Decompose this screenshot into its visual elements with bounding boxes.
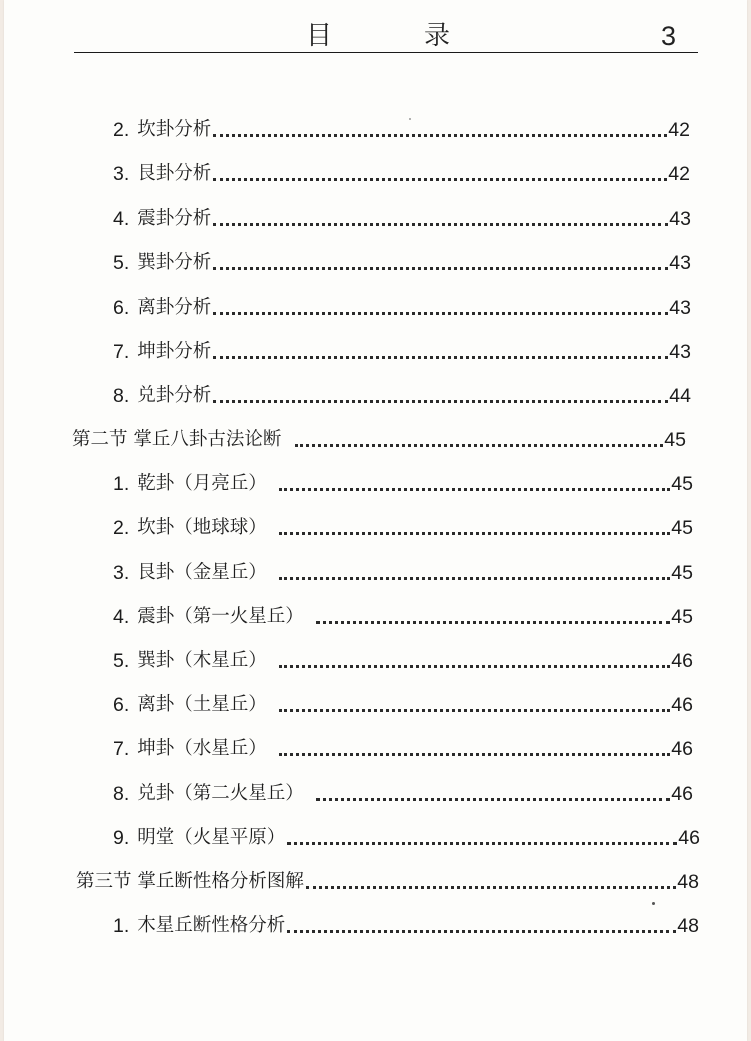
toc-entry bbox=[113, 647, 693, 673]
entry-title: 明堂（火星平原） bbox=[137, 827, 286, 848]
toc-entry bbox=[113, 824, 700, 850]
entry-number: 7. bbox=[113, 341, 130, 363]
entry-title: 巽卦（木星丘） bbox=[137, 650, 267, 671]
toc-entry bbox=[113, 382, 691, 408]
toc-entry bbox=[113, 912, 699, 938]
dot-leader bbox=[213, 400, 668, 403]
entry-number: 4. bbox=[113, 606, 130, 628]
header-title-char-2: 录 bbox=[424, 21, 451, 51]
header-page-number: 3 bbox=[660, 21, 676, 51]
toc-entry bbox=[113, 559, 693, 585]
dot-leader bbox=[279, 753, 671, 756]
entry-title: 乾卦（月亮丘） bbox=[137, 473, 267, 494]
toc-entry bbox=[113, 116, 690, 142]
entry-title: 兑卦分析 bbox=[137, 385, 212, 406]
dot-leader bbox=[279, 488, 671, 491]
dot-leader bbox=[287, 930, 676, 933]
entry-page: 42 bbox=[668, 119, 690, 141]
entry-number: 2. bbox=[113, 119, 130, 141]
entry-number: 5. bbox=[113, 650, 130, 672]
dot-leader bbox=[279, 665, 671, 668]
book-page bbox=[4, 0, 747, 1041]
entry-page: 45 bbox=[671, 473, 693, 495]
entry-page: 43 bbox=[669, 252, 691, 274]
dot-leader bbox=[306, 886, 676, 889]
entry-page: 42 bbox=[668, 163, 690, 185]
entry-number: 6. bbox=[113, 297, 130, 319]
entry-page: 46 bbox=[671, 738, 693, 760]
entry-number: 6. bbox=[113, 694, 130, 716]
entry-page: 43 bbox=[669, 208, 691, 230]
dot-leader bbox=[213, 178, 667, 181]
dot-leader bbox=[213, 267, 668, 270]
entry-page: 46 bbox=[671, 783, 693, 805]
toc-entry bbox=[113, 338, 691, 364]
dot-leader bbox=[316, 621, 671, 624]
toc-entry bbox=[113, 205, 691, 231]
header-title-char-1: 目 bbox=[306, 21, 333, 51]
entry-title: 离卦（土星丘） bbox=[137, 694, 267, 715]
toc-entry bbox=[113, 780, 693, 806]
dot-leader bbox=[213, 223, 668, 226]
entry-title: 坤卦分析 bbox=[137, 341, 212, 362]
toc-entry bbox=[113, 735, 693, 761]
entry-number: 9. bbox=[113, 827, 130, 849]
entry-number: 4. bbox=[113, 208, 130, 230]
entry-page: 45 bbox=[671, 517, 693, 539]
print-speck bbox=[652, 902, 655, 905]
page-header bbox=[74, 18, 698, 53]
dot-leader bbox=[279, 532, 671, 535]
entry-number: 3. bbox=[113, 562, 130, 584]
entry-title: 兑卦（第二火星丘） bbox=[137, 783, 304, 804]
entry-page: 45 bbox=[671, 562, 693, 584]
print-speck bbox=[409, 118, 411, 120]
entry-number: 3. bbox=[113, 163, 130, 185]
toc-section-heading bbox=[76, 868, 699, 894]
entry-title: 艮卦分析 bbox=[137, 163, 212, 184]
dot-leader bbox=[279, 577, 671, 580]
toc-entry bbox=[113, 603, 693, 629]
dot-leader bbox=[295, 444, 663, 447]
entry-page: 46 bbox=[678, 827, 700, 849]
dot-leader bbox=[279, 709, 671, 712]
entry-page: 43 bbox=[669, 297, 691, 319]
entry-number: 1. bbox=[113, 915, 130, 937]
entry-title: 木星丘断性格分析 bbox=[137, 915, 286, 936]
section-title: 第三节 掌丘断性格分析图解 bbox=[76, 871, 304, 892]
entry-number: 8. bbox=[113, 385, 130, 407]
entry-page: 44 bbox=[669, 385, 691, 407]
toc-section-heading bbox=[72, 426, 686, 452]
entry-page: 43 bbox=[669, 341, 691, 363]
toc-entry bbox=[113, 691, 693, 717]
entry-number: 7. bbox=[113, 738, 130, 760]
dot-leader bbox=[213, 134, 667, 137]
entry-title: 震卦（第一火星丘） bbox=[137, 606, 304, 627]
entry-title: 离卦分析 bbox=[137, 297, 212, 318]
dot-leader bbox=[287, 842, 677, 845]
entry-number: 5. bbox=[113, 252, 130, 274]
dot-leader bbox=[213, 356, 668, 359]
toc-entry bbox=[113, 294, 691, 320]
entry-page: 48 bbox=[677, 871, 699, 893]
dot-leader bbox=[213, 312, 668, 315]
toc-entry bbox=[113, 514, 693, 540]
entry-number: 8. bbox=[113, 783, 130, 805]
toc-entry bbox=[113, 160, 690, 186]
entry-title: 震卦分析 bbox=[137, 208, 212, 229]
entry-page: 45 bbox=[664, 429, 686, 451]
section-title: 第二节 掌丘八卦古法论断 bbox=[72, 429, 282, 450]
entry-title: 坎卦（地球球） bbox=[137, 517, 267, 538]
entry-page: 46 bbox=[671, 694, 693, 716]
entry-title: 巽卦分析 bbox=[137, 252, 212, 273]
entry-page: 46 bbox=[671, 650, 693, 672]
entry-title: 坎卦分析 bbox=[137, 119, 212, 140]
entry-page: 48 bbox=[677, 915, 699, 937]
entry-page: 45 bbox=[671, 606, 693, 628]
entry-number: 1. bbox=[113, 473, 130, 495]
entry-title: 艮卦（金星丘） bbox=[137, 562, 267, 583]
dot-leader bbox=[316, 798, 671, 801]
toc-entry bbox=[113, 470, 693, 496]
entry-number: 2. bbox=[113, 517, 130, 539]
toc-entry bbox=[113, 249, 691, 275]
entry-title: 坤卦（水星丘） bbox=[137, 738, 267, 759]
